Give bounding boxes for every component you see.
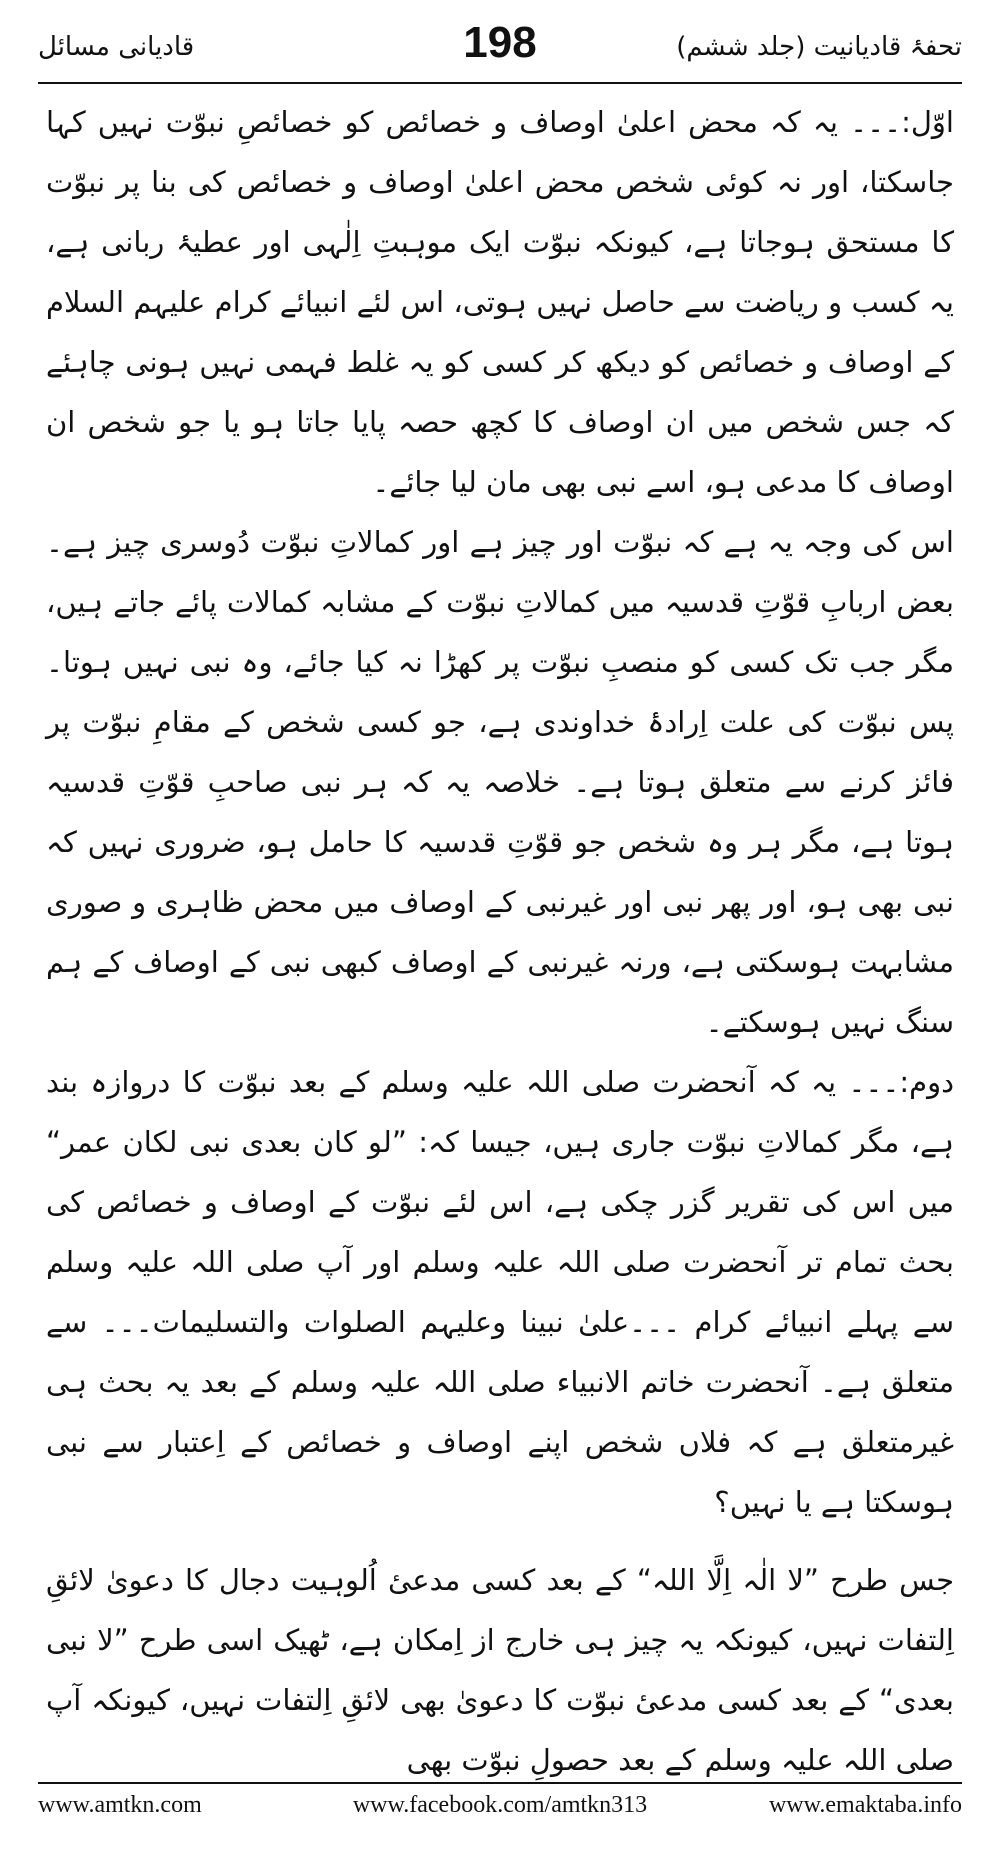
footer-link-facebook[interactable]: www.facebook.com/amtkn313	[352, 1792, 648, 1818]
paragraph-1: اوّل:۔۔۔ یہ کہ محض اعلیٰ اوصاف و خصائص کو خصائصِ نبوّت نہیں کہا جاسکتا، اور نہ کوئی شخص محض اعلیٰ اوصاف و خصائص کی بنا پر نبوّت کا مستحق ہوجاتا ہے، کیونکہ نبوّت ایک موہبتِ اِلٰہی اور عطیۂ ربانی ہے، یہ کسب و ریاضت سے حاصل نہیں ہوتی، اس لئے انبیائے کرام علیہم السلام کے اوصاف و خصائص کو دیکھ کر کسی کو یہ غلط فہمی نہیں ہونی چاہئے کہ جس شخص میں ان اوصاف کا کچھ حصہ پایا جاتا ہو یا جو شخص ان اوصاف کا مدعی ہو، اسے نبی بھی مان لیا جائے۔	[46, 105, 954, 499]
paragraph-3: دوم:۔۔۔ یہ کہ آنحضرت صلی اللہ علیہ وسلم کے بعد نبوّت کا دروازہ بند ہے، مگر کمالاتِ نبوّت جاری ہیں، جیسا کہ: ”لو کان بعدی نبی لکان عمر“ میں اس کی تقریر گزر چکی ہے، اس لئے نبوّت کے اوصاف و خصائص کی بحث تمام تر آنحضرت صلی اللہ علیہ وسلم اور آپ صلی اللہ علیہ وسلم سے پہلے انبیائے کرام ۔۔۔علیٰ نبینا وعلیہم الصلوات والتسلیمات۔۔۔ سے متعلق ہے۔ آنحضرت خاتم الانبیاء صلی اللہ علیہ وسلم کے بعد یہ بحث ہی غیرمتعلق ہے کہ فلاں شخص اپنے اوصاف و خصائص کے اِعتبار سے نبی ہوسکتا ہے یا نہیں؟	[46, 1065, 954, 1519]
footer-link-emaktaba[interactable]: www.emaktaba.info	[768, 1792, 962, 1818]
paragraph-4: جس طرح ”لا الٰہ اِلَّا اللہ“ کے بعد کسی مدعیٔ اُلوہیت دجال کا دعویٰ لائقِ اِلتفات نہیں، کیونکہ یہ چیز ہی خارج از اِمکان ہے، ٹھیک اسی طرح ”لا نبی بعدی“ کے بعد کسی مدعیٔ نبوّت کا دعویٰ بھی لائقِ اِلتفات نہیں، کیونکہ آپ صلی اللہ علیہ وسلم کے بعد حصولِ نبوّت بھی	[46, 1563, 954, 1777]
footer-divider	[38, 1782, 962, 1784]
page-header	[38, 18, 962, 80]
book-title: تحفۂ قادیانیت (جلد ششم)	[676, 32, 962, 62]
page-footer	[38, 1788, 962, 1828]
header-divider	[38, 82, 962, 84]
section-title: قادیانی مسائل	[38, 32, 195, 62]
page-body	[46, 92, 954, 1777]
paragraph-2: اس کی وجہ یہ ہے کہ نبوّت اور چیز ہے اور کمالاتِ نبوّت دُوسری چیز ہے۔ بعض اربابِ قوّتِ قدسیہ میں کمالاتِ نبوّت کے مشابہ کمالات پائے جاتے ہیں، مگر جب تک کسی کو منصبِ نبوّت پر کھڑا نہ کیا جائے، وہ نبی نہیں ہوتا۔ پس نبوّت کی علت اِرادۂ خداوندی ہے، جو کسی شخص کے مقامِ نبوّت پر فائز کرنے سے متعلق ہوتا ہے۔ خلاصہ یہ کہ ہر نبی صاحبِ قوّتِ قدسیہ ہوتا ہے، مگر ہر وہ شخص جو قوّتِ قدسیہ کا حامل ہو، ضروری نہیں کہ نبی بھی ہو، اور پھر نبی اور غیرنبی کے اوصاف میں محض ظاہری و صوری مشابہت ہوسکتی ہے، ورنہ غیرنبی کے اوصاف کبھی نبی کے اوصاف کے ہم سنگ نہیں ہوسکتے۔	[46, 525, 954, 1039]
footer-link-amtkn[interactable]: www.amtkn.com	[38, 1792, 202, 1818]
page-number: 198	[463, 18, 537, 67]
